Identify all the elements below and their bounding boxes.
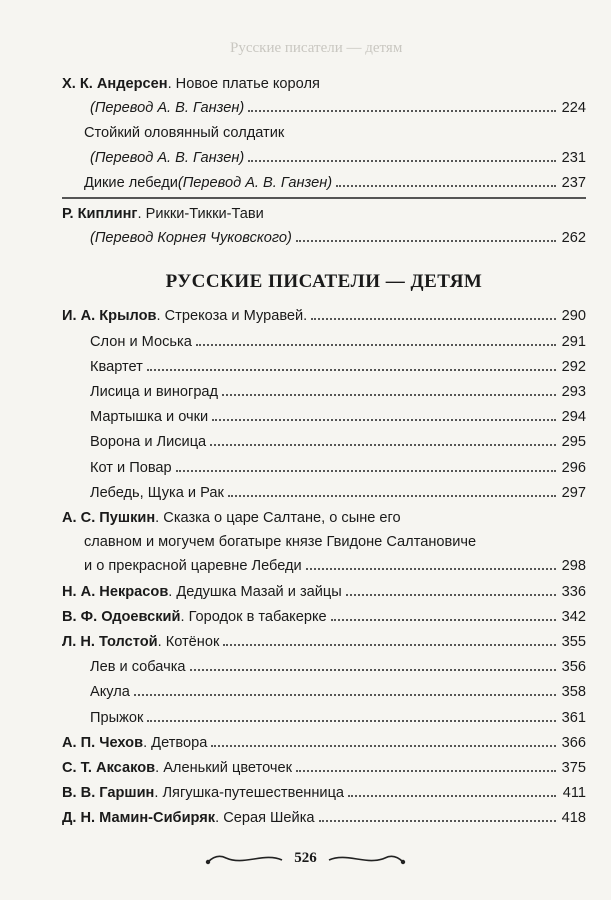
table-of-contents — [62, 72, 586, 832]
dot-leader — [306, 568, 556, 570]
toc-entry — [62, 380, 586, 404]
page-number: 262 — [561, 230, 586, 247]
translator-note: (Перевод А. В. Ганзен) — [90, 149, 245, 166]
work-title: . Рикки-Тикки-Тави — [137, 206, 264, 223]
toc-entry-kipling — [62, 202, 586, 250]
dot-leader — [134, 694, 556, 696]
toc-entry-tolstoy — [62, 630, 586, 654]
work-title: Лев и собачка — [90, 659, 186, 676]
toc-entry-wild-swans — [62, 171, 586, 195]
page-number: 295 — [561, 434, 586, 451]
toc-entry — [62, 706, 586, 730]
author-name: В. Ф. Одоевский — [62, 608, 181, 625]
divider — [62, 197, 586, 199]
work-title: . Городок в табакерке — [180, 608, 327, 625]
work-title: . Котёнок — [157, 634, 220, 651]
work-title: Лисица и виноград — [90, 384, 219, 401]
toc-entry — [62, 405, 586, 429]
author-name: И. А. Крылов — [62, 308, 157, 325]
page-number: 418 — [561, 810, 586, 827]
work-title: . Стрекоза и Муравей. — [156, 308, 308, 325]
dot-leader — [348, 795, 556, 797]
page-number: 336 — [561, 583, 586, 600]
work-title: Акула — [90, 684, 130, 701]
work-title: . Аленький цветочек — [155, 760, 292, 777]
work-title: . Сказка о царе Салтане, о сыне его — [155, 510, 401, 527]
work-title: Квартет — [90, 358, 143, 375]
work-title: . Серая Шейка — [215, 810, 315, 827]
translator-note: (Перевод А. В. Ганзен) — [177, 174, 333, 191]
dot-leader — [147, 720, 556, 722]
page-number: 355 — [561, 634, 586, 651]
author-name: Д. Н. Мамин-Сибиряк — [62, 810, 216, 827]
dot-leader — [336, 185, 556, 187]
work-title: Кот и Повар — [90, 459, 172, 476]
toc-entry-pushkin — [62, 506, 586, 579]
page-number: 297 — [561, 484, 586, 501]
toc-entry — [62, 680, 586, 704]
dot-leader — [296, 240, 556, 242]
author-name: А. П. Чехов — [62, 734, 144, 751]
work-title: . Новое платье короля — [167, 76, 320, 92]
page-number: 292 — [561, 358, 586, 375]
author-name: С. Т. Аксаков — [62, 760, 156, 777]
toc-entry-chekhov — [62, 731, 586, 755]
toc-entry-garshin — [62, 781, 586, 805]
author-name: В. В. Гаршин — [62, 785, 155, 802]
author-name: Х. К. Андерсен — [62, 76, 168, 92]
work-title: . Лягушка-путешественница — [154, 785, 345, 802]
page-number: 356 — [561, 659, 586, 676]
work-title: . Дедушка Мазай и зайцы — [168, 583, 342, 600]
page-number: 291 — [561, 333, 586, 350]
dot-leader — [296, 770, 556, 772]
dot-leader — [331, 619, 556, 621]
page-number: 293 — [561, 384, 586, 401]
work-title-line2: славном и могучем богатыре князе Гвидоне Салтановиче — [84, 534, 477, 551]
toc-entry-aksakov — [62, 756, 586, 780]
page-number: 342 — [561, 608, 586, 625]
page-number: 358 — [561, 684, 586, 701]
author-name: Л. Н. Толстой — [62, 634, 158, 651]
dot-leader — [248, 160, 556, 162]
work-title: Лебедь, Щука и Рак — [90, 484, 224, 501]
dot-leader — [311, 318, 556, 320]
toc-entry — [62, 655, 586, 679]
toc-entry-mamin-sibiryak — [62, 806, 586, 830]
page-number-footer: 526 — [294, 850, 317, 867]
show-through-header: Русские писатели — детям — [230, 40, 403, 56]
dot-leader — [196, 344, 556, 346]
toc-entry-andersen — [62, 72, 586, 120]
dot-leader — [212, 419, 556, 421]
dot-leader — [319, 820, 556, 822]
toc-entry — [62, 430, 586, 454]
ornament-left-icon — [204, 848, 284, 868]
toc-entry — [62, 456, 586, 480]
dot-leader — [248, 110, 556, 112]
page-number: 361 — [561, 709, 586, 726]
toc-entry-odoevsky — [62, 605, 586, 629]
toc-entry-nekrasov — [62, 580, 586, 604]
dot-leader — [210, 444, 556, 446]
work-title: Мартышка и очки — [90, 409, 209, 426]
page-number: 296 — [561, 459, 586, 476]
work-title: Ворона и Лисица — [90, 434, 207, 451]
page-number: 231 — [561, 149, 586, 166]
dot-leader — [222, 394, 556, 396]
dot-leader — [211, 745, 556, 747]
toc-entry — [62, 330, 586, 354]
page-number: 298 — [561, 558, 586, 575]
author-name: Р. Киплинг — [62, 206, 138, 223]
page-number: 411 — [562, 785, 586, 802]
translator-note: (Перевод А. В. Ганзен) — [90, 100, 245, 117]
work-title: Дикие лебеди — [84, 174, 178, 191]
toc-entry — [62, 481, 586, 505]
translator-note: (Перевод Корнея Чуковского) — [90, 230, 292, 247]
section-title: РУССКИЕ ПИСАТЕЛИ — ДЕТЯМ — [165, 271, 483, 293]
page-number: 224 — [561, 100, 586, 117]
dot-leader — [223, 644, 556, 646]
page-number: 294 — [561, 409, 586, 426]
dot-leader — [190, 669, 556, 671]
page-number: 290 — [561, 308, 586, 325]
page-footer — [0, 848, 611, 868]
dot-leader — [346, 594, 556, 596]
work-title: Прыжок — [90, 709, 144, 726]
work-title-line3: и о прекрасной царевне Лебеди — [84, 558, 302, 575]
page-number: 375 — [561, 760, 586, 777]
toc-entry-krylov — [62, 304, 586, 328]
toc-entry-tin-soldier — [62, 121, 586, 169]
dot-leader — [176, 470, 556, 472]
work-title: Слон и Моська — [90, 333, 192, 350]
dot-leader — [228, 495, 556, 497]
work-title: Стойкий оловянный солдатик — [84, 125, 285, 142]
work-title: . Детвора — [143, 734, 208, 751]
dot-leader — [147, 369, 556, 371]
author-name: Н. А. Некрасов — [62, 583, 169, 600]
toc-entry — [62, 355, 586, 379]
page-number: 366 — [561, 734, 586, 751]
author-name: А. С. Пушкин — [62, 510, 156, 527]
ornament-right-icon — [327, 848, 407, 868]
page-number: 237 — [561, 174, 586, 191]
